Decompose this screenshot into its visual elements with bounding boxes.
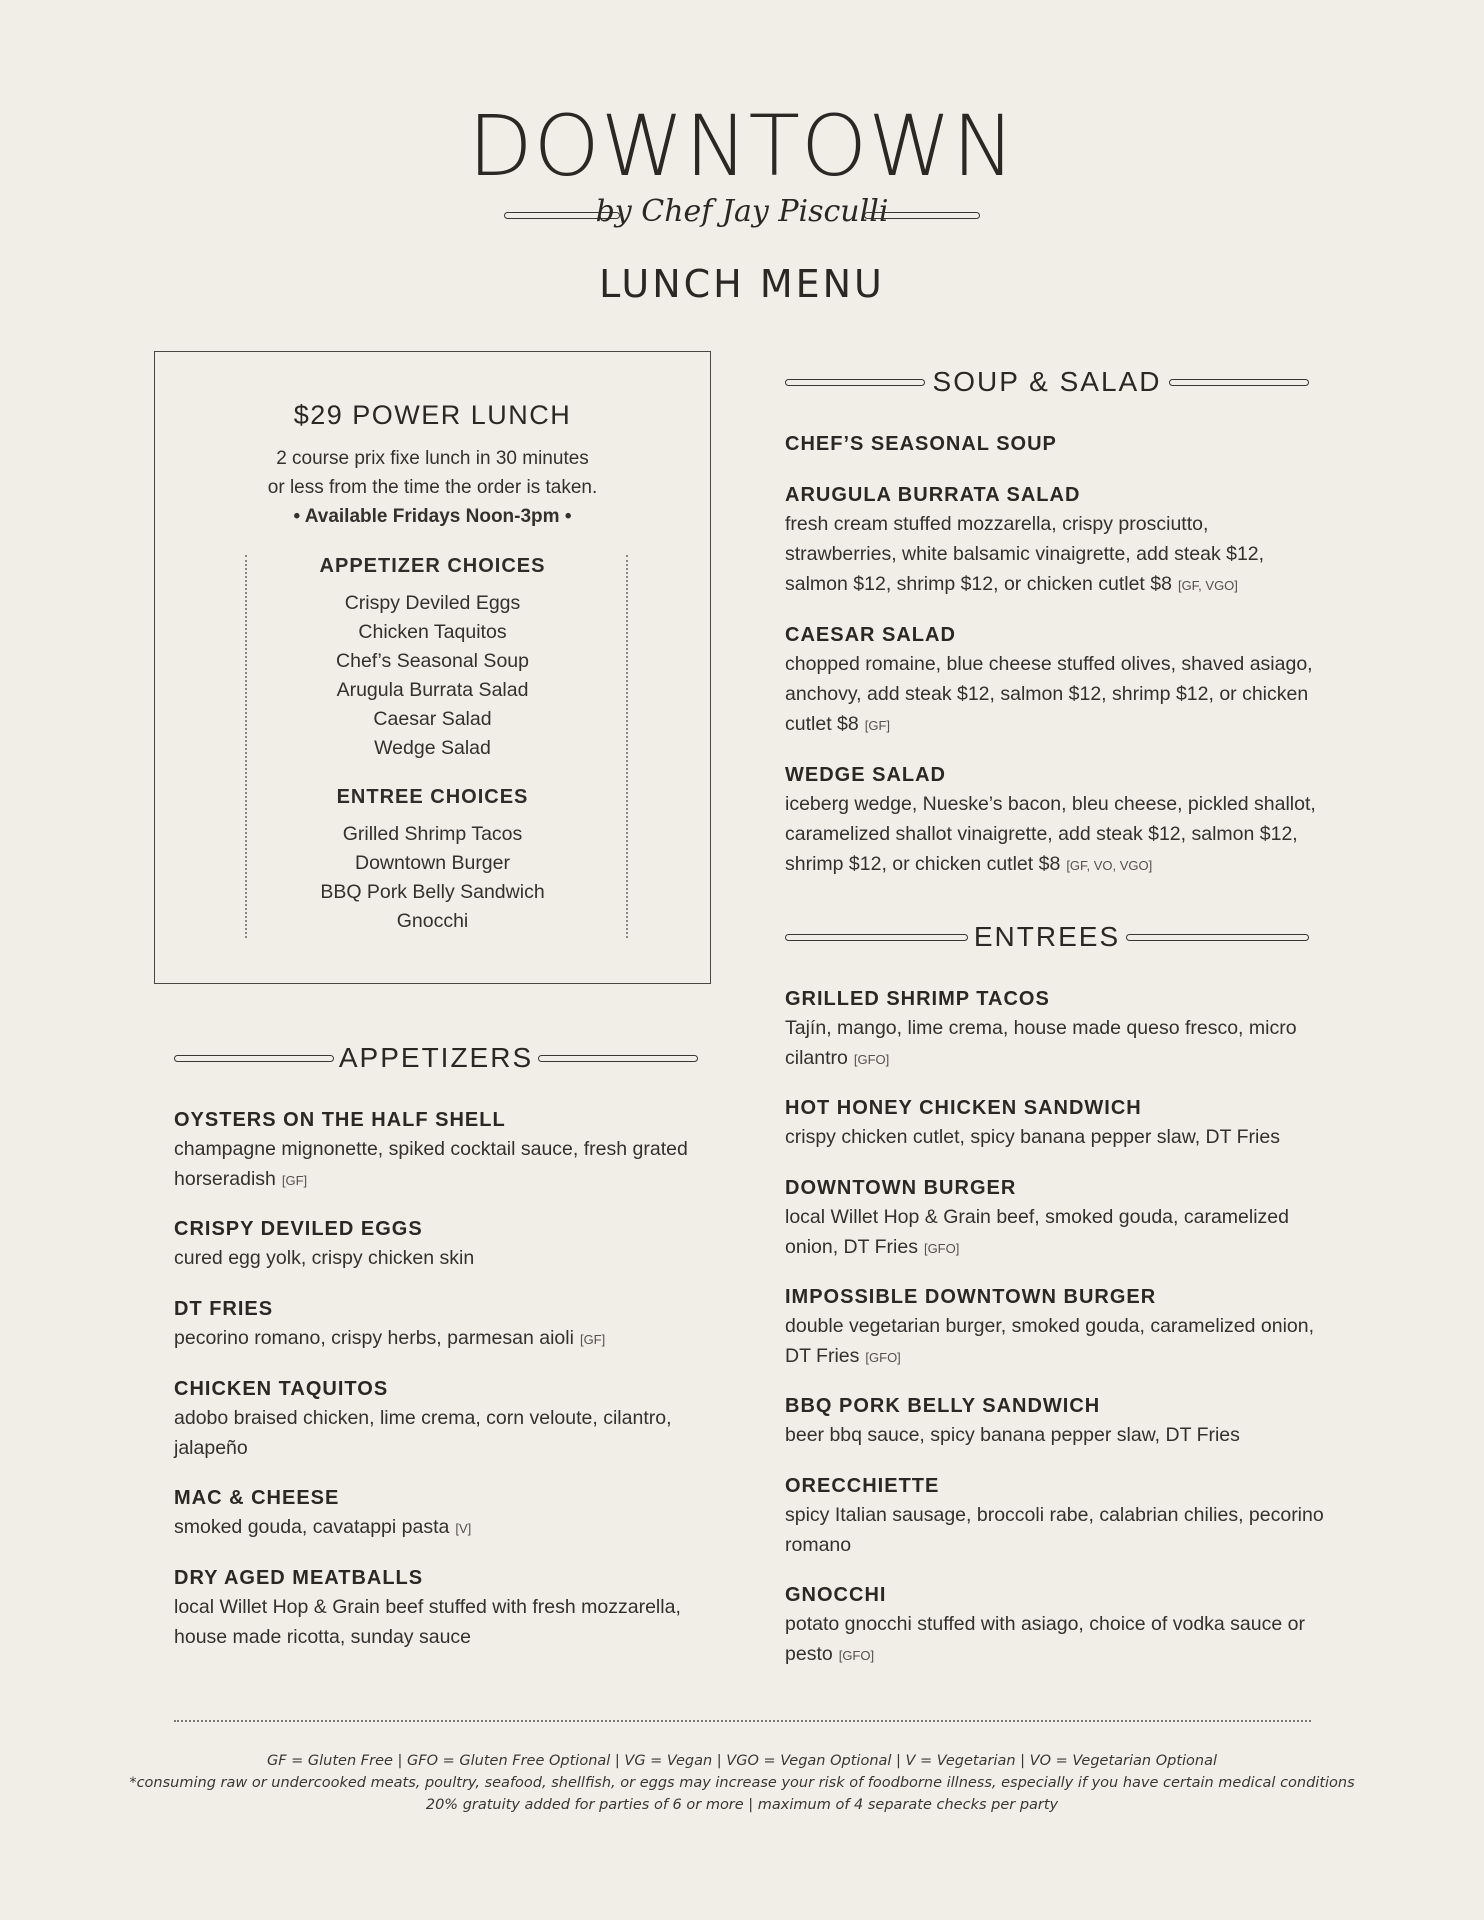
- dietary-tag: [GF]: [281, 1173, 308, 1188]
- menu-item-hot-honey-chicken: [785, 1094, 1325, 1152]
- item-name: DT FRIES: [174, 1298, 274, 1320]
- menu-item-dt-fries: [174, 1295, 714, 1355]
- entree-choices-heading: ENTREE CHOICES: [336, 786, 529, 808]
- power-lunch-box: [154, 351, 711, 984]
- list-item: Downtown Burger: [355, 852, 510, 874]
- entree-choices-list: [155, 820, 710, 936]
- list-item: Chef’s Seasonal Soup: [336, 650, 529, 672]
- dietary-tag: [GFO]: [923, 1241, 960, 1256]
- item-description: spicy Italian sausage, broccoli rabe, calabrian chilies, pecorino romano: [785, 1504, 1324, 1556]
- item-description: fresh cream stuffed mozzarella, crispy prosciutto, strawberries, white balsamic vinaigrette, add steak $12, salmon $12, shrimp $12, or chicken cutlet $8 [GF, VGO]: [785, 513, 1265, 595]
- appetizer-choices-heading: APPETIZER CHOICES: [319, 555, 546, 577]
- list-item: Gnocchi: [396, 910, 469, 932]
- power-lunch-line-2: or less from the time the order is taken.: [267, 477, 598, 498]
- byline-row: [0, 192, 1484, 236]
- menu-item-gnocchi: [785, 1581, 1325, 1671]
- appetizers-heading: APPETIZERS: [338, 1042, 534, 1073]
- list-item: Caesar Salad: [373, 708, 492, 730]
- power-lunch-description: [155, 444, 710, 531]
- item-name: ARUGULA BURRATA SALAD: [785, 484, 1081, 506]
- menu-item-impossible-burger: [785, 1283, 1325, 1373]
- dietary-tag: [GF]: [864, 718, 890, 733]
- list-item: Arugula Burrata Salad: [336, 679, 529, 701]
- menu-item-shrimp-tacos: [785, 985, 1325, 1075]
- menu-item-arugula-burrata: [785, 481, 1325, 601]
- dietary-tag: [GFO]: [838, 1648, 875, 1663]
- menu-item-chicken-taquitos: [174, 1375, 714, 1463]
- item-name: MAC & CHEESE: [174, 1487, 340, 1509]
- item-description: smoked gouda, cavatappi pasta [V]: [174, 1516, 472, 1538]
- menu-item-mac-cheese: [174, 1484, 714, 1544]
- menu-item-oysters: [174, 1106, 714, 1196]
- item-description: iceberg wedge, Nueske’s bacon, bleu cheese, pickled shallot, caramelized shallot vinaigrette, add steak $12, salmon $12, shrimp $12, or chicken cutlet $8 [GF, VO, VGO]: [785, 793, 1316, 875]
- appetizers-heading-row: [174, 1040, 698, 1076]
- power-lunch-line-1: 2 course prix fixe lunch in 30 minutes: [276, 448, 589, 469]
- item-description: Tajín, mango, lime crema, house made queso fresco, micro cilantro [GFO]: [785, 1017, 1297, 1069]
- dietary-tag: [GF, VO, VGO]: [1066, 858, 1153, 873]
- heading-rule-right: [538, 1055, 698, 1062]
- soup-salad-heading-row: [785, 364, 1309, 400]
- item-name: ORECCHIETTE: [785, 1475, 940, 1497]
- item-description: chopped romaine, blue cheese stuffed olives, shaved asiago, anchovy, add steak $12, salmon $12, shrimp $12, or chicken cutlet $8 [GF]: [785, 653, 1313, 735]
- menu-title: LUNCH MENU: [599, 262, 885, 306]
- menu-item-downtown-burger: [785, 1174, 1325, 1264]
- footer-dotted-divider: [174, 1720, 1311, 1722]
- gratuity-note: 20% gratuity added for parties of 6 or more | maximum of 4 separate checks per party: [425, 1797, 1059, 1813]
- item-name: OYSTERS ON THE HALF SHELL: [174, 1109, 506, 1131]
- dietary-tag: [GF, VGO]: [1177, 578, 1238, 593]
- item-name: CHEF’S SEASONAL SOUP: [785, 433, 1057, 455]
- menu-item-seasonal-soup: [785, 430, 1325, 458]
- dietary-tag: [GFO]: [853, 1052, 890, 1067]
- menu-item-deviled-eggs: [174, 1215, 714, 1273]
- heading-rule-right: [1126, 934, 1309, 941]
- list-item: BBQ Pork Belly Sandwich: [320, 881, 545, 903]
- list-item: Wedge Salad: [374, 737, 491, 759]
- food-safety-warning: *consuming raw or undercooked meats, poultry, seafood, shellfish, or eggs may increase your risk of foodborne illness, especially if you have certain medical conditions: [129, 1775, 1355, 1791]
- item-name: GNOCCHI: [785, 1584, 887, 1606]
- list-item: Crispy Deviled Eggs: [344, 592, 521, 614]
- dietary-legend: GF = Gluten Free | GFO = Gluten Free Optional | VG = Vegan | VGO = Vegan Optional | V = Vegetarian | VO = Vegetarian Optional: [266, 1753, 1218, 1769]
- item-description: champagne mignonette, spiked cocktail sauce, fresh grated horseradish [GF]: [174, 1138, 688, 1190]
- power-lunch-availability: • Available Fridays Noon-3pm •: [293, 506, 572, 527]
- item-description: double vegetarian burger, smoked gouda, caramelized onion, DT Fries [GFO]: [785, 1315, 1315, 1367]
- dietary-tag: [GF]: [579, 1332, 606, 1347]
- restaurant-name: DOWNTOWN: [467, 97, 1016, 195]
- item-name: IMPOSSIBLE DOWNTOWN BURGER: [785, 1286, 1157, 1308]
- item-name: CAESAR SALAD: [785, 624, 956, 646]
- item-description: potato gnocchi stuffed with asiago, choice of vodka sauce or pesto [GFO]: [785, 1613, 1305, 1665]
- item-description: beer bbq sauce, spicy banana pepper slaw, DT Fries: [785, 1424, 1240, 1446]
- dietary-tag: [V]: [455, 1521, 472, 1536]
- item-name: CRISPY DEVILED EGGS: [174, 1218, 423, 1240]
- item-name: DOWNTOWN BURGER: [785, 1177, 1017, 1199]
- item-description: local Willet Hop & Grain beef, smoked gouda, caramelized onion, DT Fries [GFO]: [785, 1206, 1289, 1258]
- entrees-heading-row: [785, 919, 1309, 955]
- item-name: HOT HONEY CHICKEN SANDWICH: [785, 1097, 1142, 1119]
- menu-item-wedge-salad: [785, 761, 1325, 881]
- item-name: GRILLED SHRIMP TACOS: [785, 988, 1050, 1010]
- chef-signature: by Chef Jay Pisculli: [595, 194, 889, 229]
- menu-item-orecchiette: [785, 1472, 1325, 1560]
- soup-salad-heading: SOUP & SALAD: [932, 366, 1162, 397]
- menu-item-pork-belly-sandwich: [785, 1392, 1325, 1450]
- list-item: Chicken Taquitos: [358, 621, 507, 643]
- power-lunch-title: $29 POWER LUNCH: [293, 400, 572, 430]
- item-name: DRY AGED MEATBALLS: [174, 1567, 424, 1589]
- item-name: CHICKEN TAQUITOS: [174, 1378, 389, 1400]
- item-description: pecorino romano, crispy herbs, parmesan aioli [GF]: [174, 1327, 606, 1349]
- item-name: BBQ PORK BELLY SANDWICH: [785, 1395, 1101, 1417]
- dietary-tag: [GFO]: [865, 1350, 901, 1365]
- item-description: crispy chicken cutlet, spicy banana pepper slaw, DT Fries: [785, 1126, 1280, 1148]
- footer-notes: [0, 1750, 1484, 1816]
- item-description: adobo braised chicken, lime crema, corn veloute, cilantro, jalapeño: [174, 1407, 672, 1459]
- byline-rule-right: [864, 212, 980, 219]
- menu-item-meatballs: [174, 1564, 714, 1652]
- list-item: Grilled Shrimp Tacos: [342, 823, 523, 845]
- item-name: WEDGE SALAD: [785, 764, 946, 786]
- appetizer-choices-list: [155, 589, 710, 763]
- entrees-heading: ENTREES: [973, 921, 1121, 952]
- item-description: local Willet Hop & Grain beef stuffed with fresh mozzarella, house made ricotta, sunday sauce: [174, 1596, 681, 1648]
- item-description: cured egg yolk, crispy chicken skin: [174, 1247, 475, 1269]
- heading-rule-right: [1169, 379, 1309, 386]
- menu-item-caesar-salad: [785, 621, 1325, 741]
